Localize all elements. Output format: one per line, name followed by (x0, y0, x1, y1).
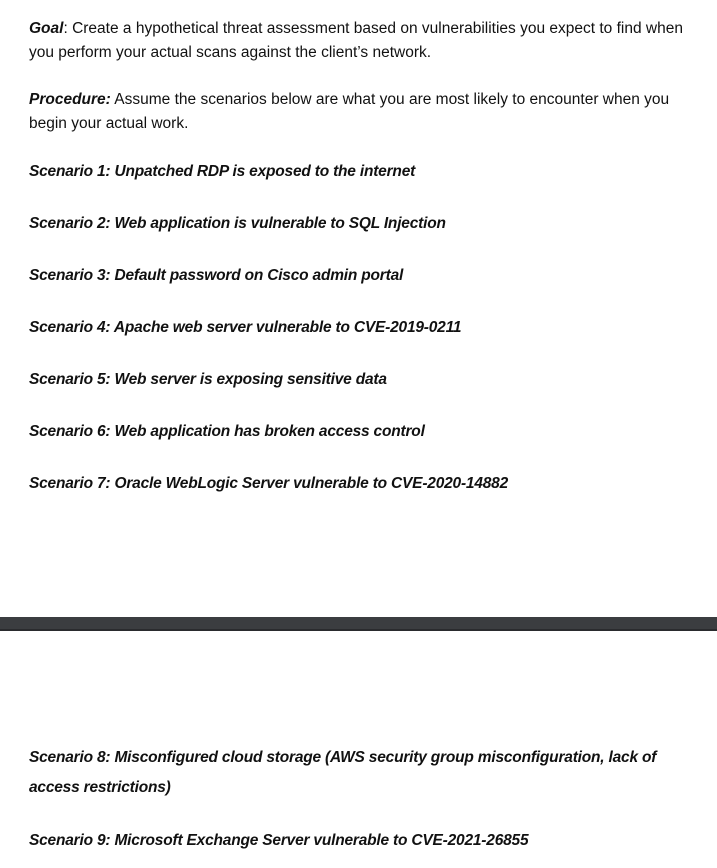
scenario-6: Scenario 6: Web application has broken access control (29, 423, 425, 440)
procedure-text: Assume the scenarios below are what you are most likely to encounter when you begin your actual work. (29, 91, 670, 132)
page-break-edge (0, 629, 717, 631)
procedure-label: Procedure: (29, 91, 111, 108)
page-break-divider (0, 617, 717, 631)
scenario-5: Scenario 5: Web server is exposing sensitive data (29, 371, 387, 388)
scenario-1: Scenario 1: Unpatched RDP is exposed to the internet (29, 163, 416, 180)
scenario-2: Scenario 2: Web application is vulnerable to SQL Injection (29, 215, 446, 232)
scenario-9: Scenario 9: Microsoft Exchange Server vulnerable to CVE-2021-26855 (29, 832, 529, 849)
scenario-8: Scenario 8: Misconfigured cloud storage (AWS security group misconfiguration, lack of access restrictions) (29, 749, 657, 796)
goal-paragraph (29, 17, 689, 65)
procedure-paragraph (29, 88, 689, 136)
scenario-7: Scenario 7: Oracle WebLogic Server vulnerable to CVE-2020-14882 (29, 475, 509, 492)
goal-text: : Create a hypothetical threat assessment based on vulnerabilities you expect to find when you perform your actual scans against the client’s network. (29, 20, 683, 61)
scenario-3: Scenario 3: Default password on Cisco admin portal (29, 267, 404, 284)
goal-label: Goal (29, 20, 64, 37)
scenario-4: Scenario 4: Apache web server vulnerable to CVE-2019-0211 (29, 319, 462, 336)
